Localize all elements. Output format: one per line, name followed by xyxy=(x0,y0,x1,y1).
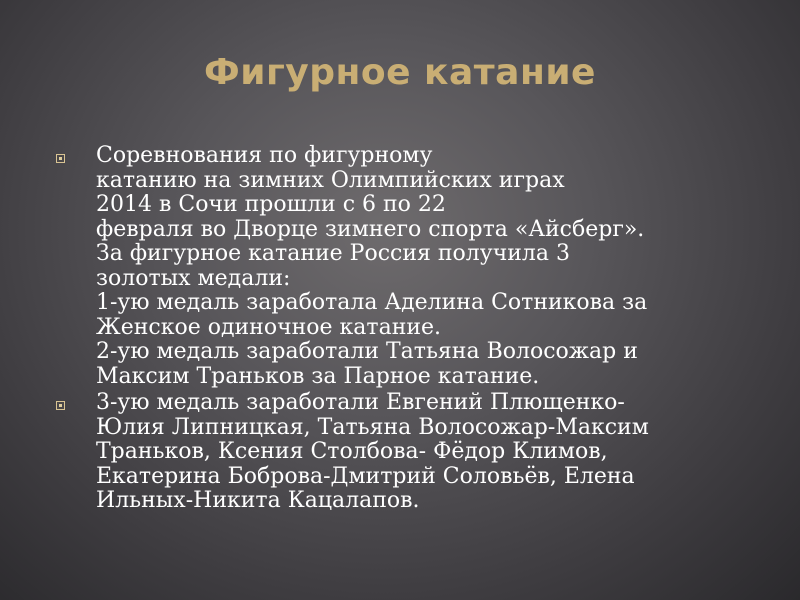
text-line: За фигурное катание Россия получила 3 xyxy=(96,241,571,266)
text-line: Женское одиночное катание. xyxy=(96,314,442,340)
text-line: Максим Траньков за Парное катание. xyxy=(96,363,540,389)
bullet-item xyxy=(56,391,756,514)
text-line: Соревнования по фигурному xyxy=(96,143,433,168)
text-line: Ильных-Никита Кацалапов. xyxy=(96,488,420,513)
bullet-list xyxy=(56,144,756,516)
text-line: 2-ую медаль заработали Татьяна Волосожар и xyxy=(96,339,638,364)
text-line: Траньков, Ксения Столбова- Фёдор Климов, xyxy=(96,439,608,464)
text-line: февраля во Дворце зимнего спорта «Айсберг». xyxy=(96,216,645,242)
square-bullet-icon xyxy=(56,401,65,410)
bullet-item xyxy=(56,144,756,389)
text-line: Екатерина Боброва-Дмитрий Соловьёв, Елена xyxy=(96,463,635,489)
text-line: 1-ую медаль заработала Аделина Сотникова за xyxy=(96,290,648,315)
square-bullet-icon xyxy=(56,154,65,163)
text-line: 2014 в Сочи прошли с 6 по 22 xyxy=(96,192,446,217)
text-line: катанию на зимних Олимпийских играх xyxy=(96,167,565,193)
text-line: золотых медали: xyxy=(96,265,291,291)
text-line: 3-ую медаль заработали Евгений Плющенко- xyxy=(96,390,625,415)
text-line: Юлия Липницкая, Татьяна Волосожар-Максим xyxy=(96,414,649,440)
slide-title: Фигурное катание xyxy=(204,52,596,93)
